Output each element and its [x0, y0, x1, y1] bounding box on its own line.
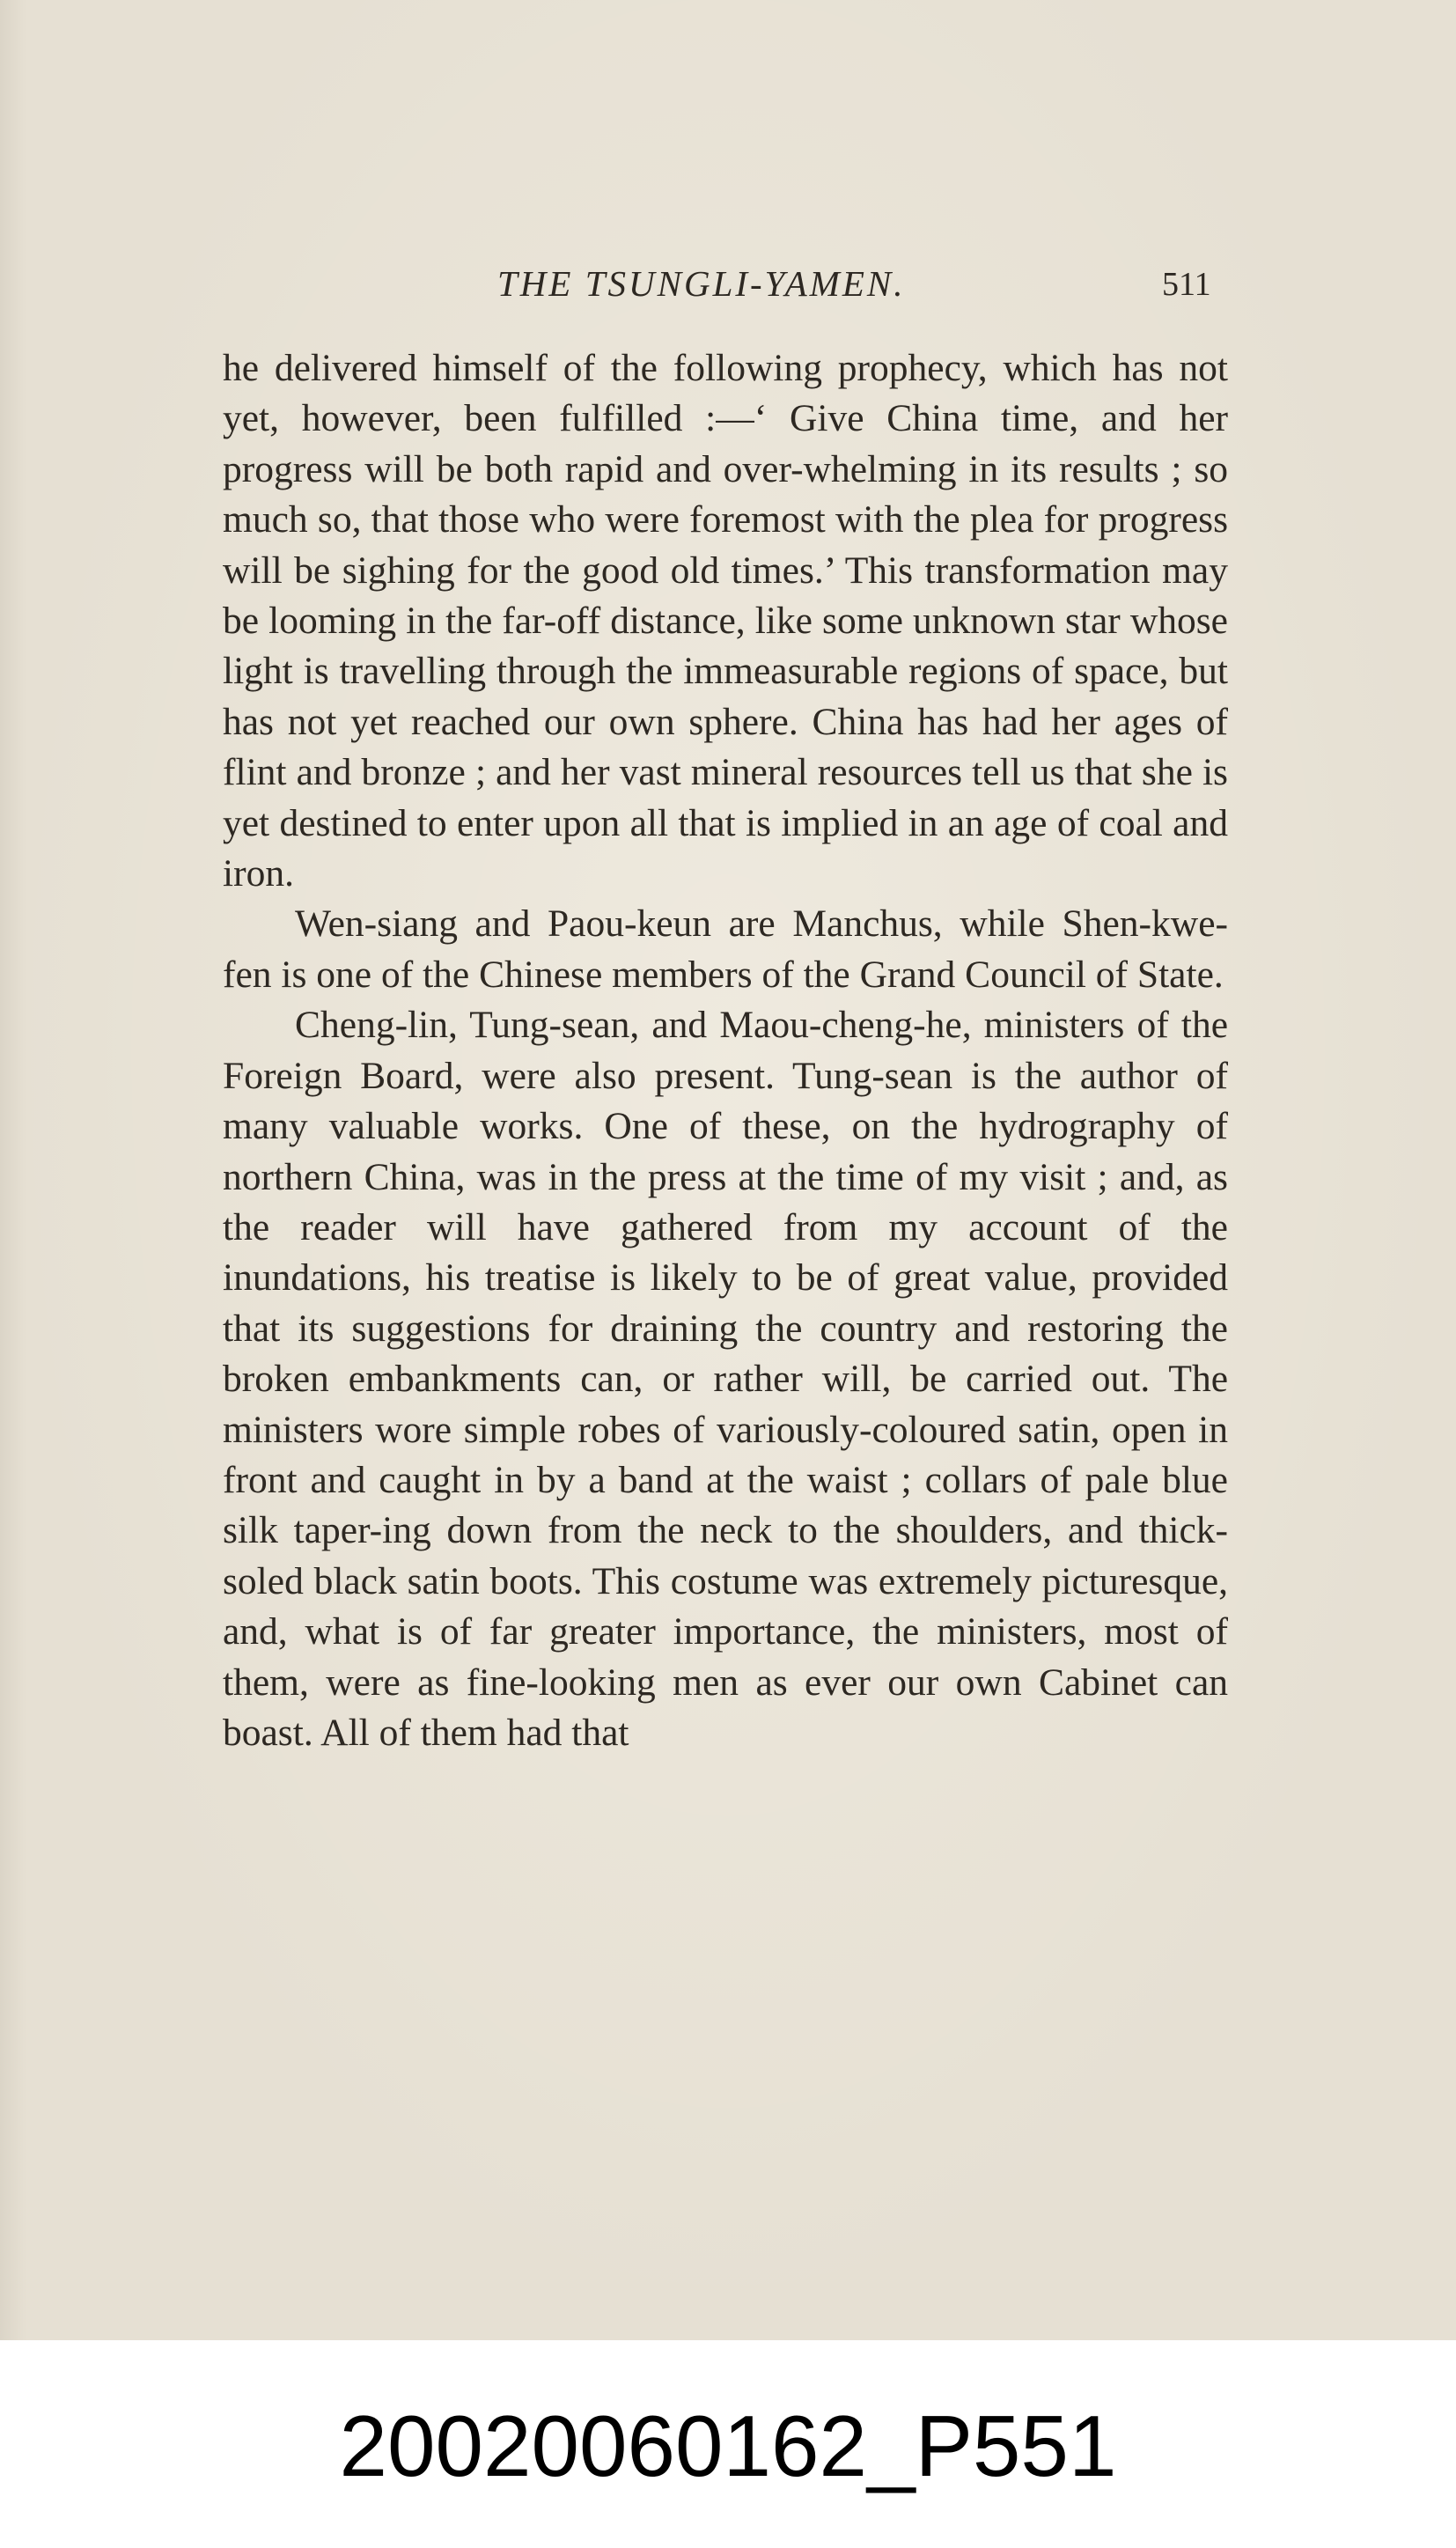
paragraph-manchus: Wen-siang and Paou-keun are Manchus, while Shen-kwe-fen is one of the Chinese members of the Grand Council of State.	[223, 902, 1228, 996]
paragraph-prophecy: he delivered himself of the following prophecy, which has not yet, however, been fulfilled :—‘ Give China time, and her progress will be both rapid and over-whelming in its results ; so much so, that those who were foremost with the plea for progress will be sighing for the good old times.’ This transformation may be looming in the far-off distance, like some unknown star whose light is travelling through the immeasurable regions of space, but has not yet reached our own sphere. China has had her ages of flint and bronze ; and her vast mineral resources tell us that she is yet destined to enter upon all that is implied in an age of coal and iron.	[223, 347, 1228, 895]
body-text	[223, 343, 1228, 1758]
scan-identifier: 20020060162_P551	[339, 2397, 1117, 2494]
page-number: 511	[1162, 266, 1211, 303]
running-title: THE TSUNGLI-YAMEN.	[497, 263, 906, 304]
paragraph-ministers: Cheng-lin, Tung-sean, and Maou-cheng-he, ministers of the Foreign Board, were also present. Tung-sean is the author of many valuable works. One of these, on the hydrography of northern China, was in the press at the time of my visit ; and, as the reader will have gathered from my account of the inundations, his treatise is likely to be of great value, provided that its suggestions for draining the country and restoring the broken embankments can, or rather will, be carried out. The ministers wore simple robes of variously-coloured satin, open in front and caught in by a band at the waist ; collars of pale blue silk taper-ing down from the neck to the shoulders, and thick-soled black satin boots. This costume was extremely picturesque, and, what is of far greater importance, the ministers, most of them, were as fine-looking men as ever our own Cabinet can boast. All of them had that	[223, 1004, 1228, 1754]
